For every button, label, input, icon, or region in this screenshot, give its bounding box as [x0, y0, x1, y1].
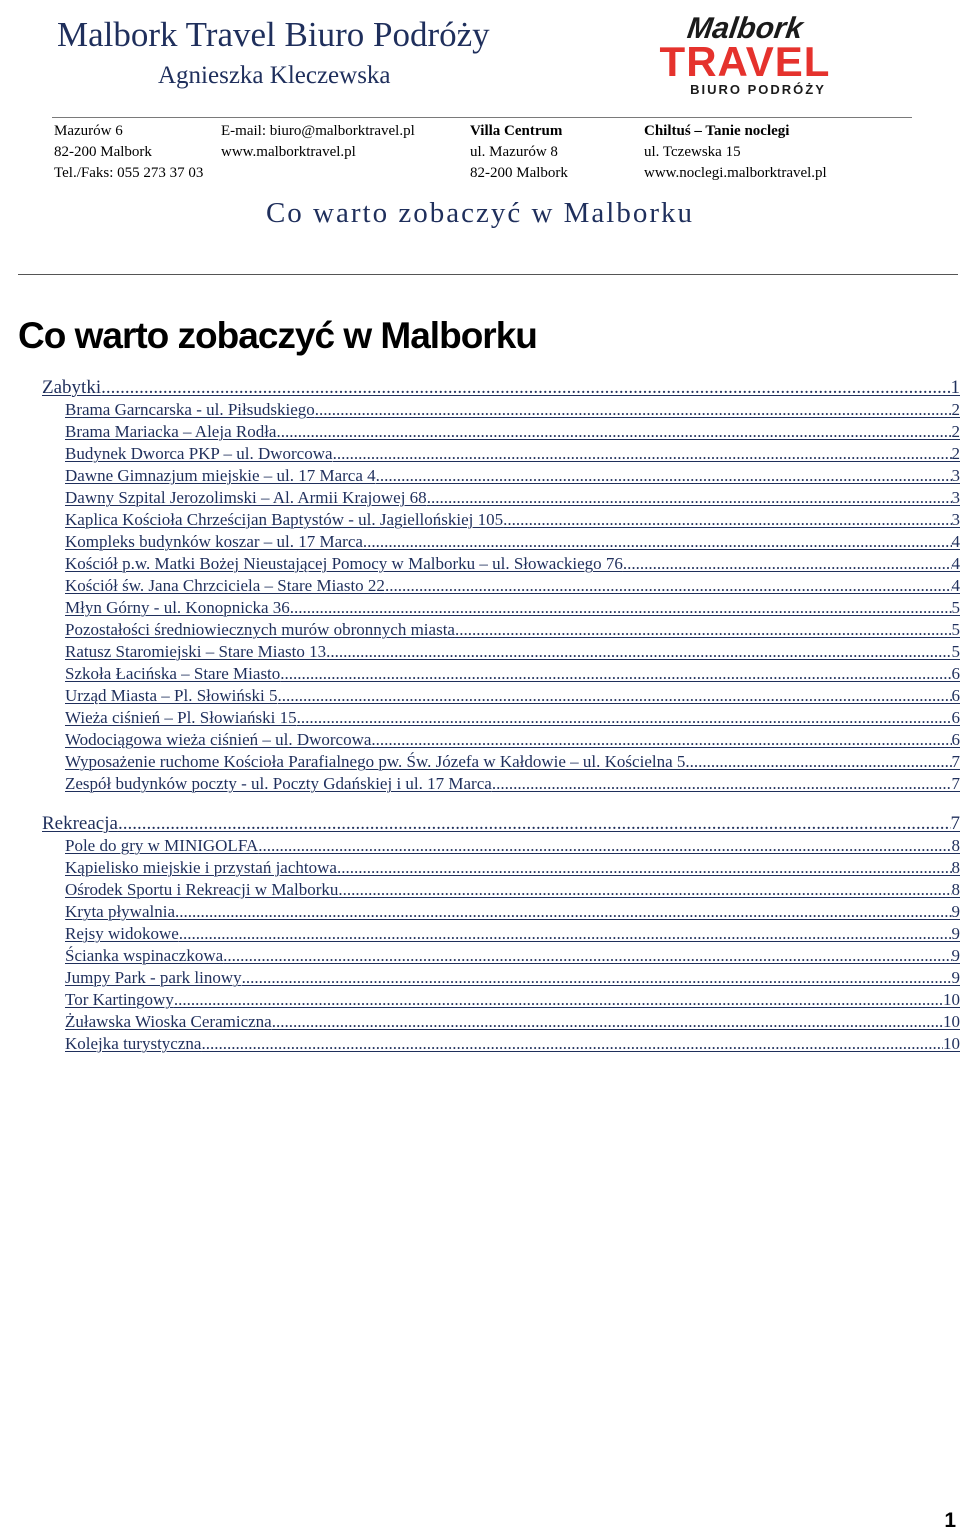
- toc-leader-dots: [118, 813, 951, 835]
- contact-online: [221, 121, 415, 163]
- toc-item[interactable]: [65, 901, 960, 923]
- company-name: Malbork Travel Biuro Podróży: [57, 15, 490, 54]
- toc-leader-dots: [455, 619, 952, 641]
- toc-item[interactable]: [65, 641, 960, 663]
- toc-page: 10: [943, 990, 960, 1009]
- toc-leader-dots: [492, 773, 952, 795]
- toc-item[interactable]: [65, 857, 960, 879]
- toc-page: 5: [951, 620, 960, 639]
- toc-title: Co warto zobaczyć w Malborku: [18, 315, 537, 356]
- toc-label: Rejsy widokowe: [65, 924, 179, 943]
- toc-page: 4: [951, 576, 960, 595]
- toc-page: 3: [951, 488, 960, 507]
- toc-label: Dawny Szpital Jerozolimski – Al. Armii Krajowej 68: [65, 488, 427, 507]
- toc-item[interactable]: [65, 1011, 960, 1033]
- toc-leader-dots: [376, 465, 952, 487]
- toc-leader-dots: [223, 945, 951, 967]
- toc-item[interactable]: [65, 575, 960, 597]
- chiltus-website[interactable]: www.noclegi.malborktravel.pl: [644, 165, 827, 181]
- toc-page: 8: [951, 880, 960, 899]
- toc-page: 9: [951, 924, 960, 943]
- toc-page: 2: [951, 444, 960, 463]
- toc-item[interactable]: [65, 465, 960, 487]
- villa-street: ul. Mazurów 8: [470, 144, 558, 160]
- toc-leader-dots: [175, 901, 952, 923]
- toc-label: Kolejka turystyczna: [65, 1034, 202, 1053]
- toc-leader-dots: [179, 923, 952, 945]
- toc-page: 6: [951, 730, 960, 749]
- chiltus-street: ul. Tczewska 15: [644, 144, 741, 160]
- toc-page: 3: [951, 510, 960, 529]
- toc-label: Wyposażenie ruchome Kościoła Parafialnego pw. Św. Józefa w Kałdowie – ul. Kościelna 5: [65, 752, 686, 771]
- toc-label: Brama Mariacka – Aleja Rodła: [65, 422, 277, 441]
- toc-leader-dots: [201, 1033, 943, 1055]
- toc-leader-dots: [503, 509, 951, 531]
- toc-page: 9: [951, 902, 960, 921]
- contact-street: Mazurów 6: [54, 123, 123, 139]
- toc-page: 8: [951, 858, 960, 877]
- page-number: 1: [944, 1509, 956, 1532]
- malbork-travel-logo: [640, 8, 850, 100]
- toc-leader-dots: [333, 443, 952, 465]
- document-heading: Co warto zobaczyć w Malborku: [265, 197, 695, 229]
- toc-leader-dots: [258, 835, 951, 857]
- toc-label: Urząd Miasta – Pl. Słowiński 5: [65, 686, 278, 705]
- toc-leader-dots: [338, 879, 951, 901]
- toc-leader-dots: [315, 399, 952, 421]
- toc-label: Ścianka wspinaczkowa: [65, 946, 224, 965]
- toc-label: Zabytki: [42, 377, 102, 398]
- toc-item[interactable]: [65, 619, 960, 641]
- toc-page: 7: [950, 813, 960, 834]
- contact-villa-centrum: [470, 121, 568, 184]
- toc-item[interactable]: [65, 399, 960, 421]
- toc-label: Dawne Gimnazjum miejskie – ul. 17 Marca 4: [65, 466, 376, 485]
- toc-page: 6: [951, 708, 960, 727]
- toc-item[interactable]: [65, 945, 960, 967]
- toc-label: Ośrodek Sportu i Rekreacji w Malborku: [65, 880, 339, 899]
- toc-page: 2: [951, 422, 960, 441]
- toc-page: 6: [951, 686, 960, 705]
- toc-label: Kompleks budynków koszar – ul. 17 Marca: [65, 532, 363, 551]
- toc-label: Kryta pływalnia: [65, 902, 175, 921]
- toc-page: 9: [951, 946, 960, 965]
- chiltus-name: Chiltuś – Tanie noclegi: [644, 123, 790, 139]
- toc-label: Żuławska Wioska Ceramiczna: [65, 1012, 272, 1031]
- toc-leader-dots: [290, 597, 952, 619]
- toc-item[interactable]: [65, 989, 960, 1011]
- toc-label: Wieża ciśnień – Pl. Słowiański 15: [65, 708, 297, 727]
- toc-item[interactable]: [65, 509, 960, 531]
- toc-label: Budynek Dworca PKP – ul. Dworcowa: [65, 444, 333, 463]
- toc-item[interactable]: [65, 923, 960, 945]
- toc-leader-dots: [337, 857, 952, 879]
- toc-label: Szkoła Łacińska – Stare Miasto: [65, 664, 281, 683]
- toc-label: Pole do gry w MINIGOLFA: [65, 836, 259, 855]
- toc-leader-dots: [685, 751, 951, 773]
- contact-chiltus: [644, 121, 827, 184]
- toc-leader-dots: [623, 553, 952, 575]
- toc-page: 9: [951, 968, 960, 987]
- toc-label: Kąpielisko miejskie i przystań jachtowa: [65, 858, 337, 877]
- toc-page: 4: [951, 554, 960, 573]
- villa-name: Villa Centrum: [470, 123, 563, 139]
- toc-label: Kościół św. Jana Chrzciciela – Stare Miasto 22: [65, 576, 385, 595]
- toc-page: 10: [943, 1034, 960, 1053]
- toc-section-zabytki[interactable]: [42, 377, 960, 399]
- toc-leader-dots: [242, 967, 952, 989]
- toc-section-rekreacja[interactable]: [42, 813, 960, 835]
- toc-label: Kościół p.w. Matki Bożej Nieustającej Pomocy w Malborku – ul. Słowackiego 76: [65, 554, 623, 573]
- toc-label: Ratusz Staromiejski – Stare Miasto 13: [65, 642, 327, 661]
- toc-leader-dots: [272, 1011, 943, 1033]
- toc-item[interactable]: [65, 835, 960, 857]
- toc-label: Młyn Górny - ul. Konopnicka 36: [65, 598, 290, 617]
- toc-label: Jumpy Park - park linowy: [65, 968, 242, 987]
- toc-label: Wodociągowa wieża ciśnień – ul. Dworcowa: [65, 730, 372, 749]
- contact-website[interactable]: www.malborktravel.pl: [221, 144, 356, 160]
- toc-item[interactable]: [65, 1033, 960, 1055]
- toc-label: Tor Kartingowy: [65, 990, 174, 1009]
- toc-item[interactable]: [65, 663, 960, 685]
- toc-page: 6: [951, 664, 960, 683]
- contact-office-address: [54, 121, 203, 184]
- toc-leader-dots: [427, 487, 952, 509]
- toc-page: 5: [951, 642, 960, 661]
- toc-item[interactable]: [65, 421, 960, 443]
- toc-page: 5: [951, 598, 960, 617]
- toc-page: 8: [951, 836, 960, 855]
- toc-leader-dots: [276, 421, 951, 443]
- contact-city: 82-200 Malbork: [54, 144, 152, 160]
- toc-item[interactable]: [65, 531, 960, 553]
- toc-label: Kaplica Kościoła Chrześcijan Baptystów - ul. Jagiellońskiej 105: [65, 510, 504, 529]
- toc-item[interactable]: [65, 597, 960, 619]
- toc-page: 7: [951, 774, 960, 793]
- toc-item[interactable]: [65, 729, 960, 751]
- villa-city: 82-200 Malbork: [470, 165, 568, 181]
- toc-item[interactable]: [65, 751, 960, 773]
- toc-page: 3: [951, 466, 960, 485]
- toc-leader-dots: [326, 641, 951, 663]
- header-divider: [52, 117, 912, 118]
- owner-name: Agnieszka Kleczewska: [158, 62, 391, 89]
- logo-main-text: TRAVEL: [659, 38, 831, 85]
- toc-item[interactable]: [65, 773, 960, 795]
- toc-label: Brama Garncarska - ul. Piłsudskiego: [65, 400, 315, 419]
- toc-page: 1: [950, 377, 960, 398]
- toc-leader-dots: [385, 575, 952, 597]
- toc-leader-dots: [280, 663, 951, 685]
- toc-page: 10: [943, 1012, 960, 1031]
- toc-label: Zespół budynków poczty - ul. Poczty Gdańskiej i ul. 17 Marca: [65, 774, 492, 793]
- toc-item[interactable]: [65, 967, 960, 989]
- toc-page: 2: [951, 400, 960, 419]
- toc-leader-dots: [278, 685, 952, 707]
- toc-item[interactable]: [65, 707, 960, 729]
- toc-page: 7: [951, 752, 960, 771]
- contact-email[interactable]: E-mail: biuro@malborktravel.pl: [221, 123, 415, 139]
- toc-leader-dots: [101, 377, 950, 399]
- toc-item[interactable]: [65, 443, 960, 465]
- toc-item[interactable]: [65, 553, 960, 575]
- toc-leader-dots: [363, 531, 952, 553]
- toc-item[interactable]: [65, 879, 960, 901]
- toc-leader-dots: [297, 707, 952, 729]
- toc-leader-dots: [371, 729, 951, 751]
- toc-page: 4: [951, 532, 960, 551]
- heading-divider: [18, 274, 958, 275]
- toc-label: Pozostałości średniowiecznych murów obronnych miasta: [65, 620, 455, 639]
- logo-top-text: Malbork: [685, 12, 805, 45]
- toc-label: Rekreacja: [42, 813, 118, 834]
- contact-phone: Tel./Faks: 055 273 37 03: [54, 165, 204, 181]
- logo-sub-text: BIURO PODRÓŻY: [690, 82, 826, 97]
- toc-item[interactable]: [65, 487, 960, 509]
- toc-leader-dots: [174, 989, 943, 1011]
- toc-item[interactable]: [65, 685, 960, 707]
